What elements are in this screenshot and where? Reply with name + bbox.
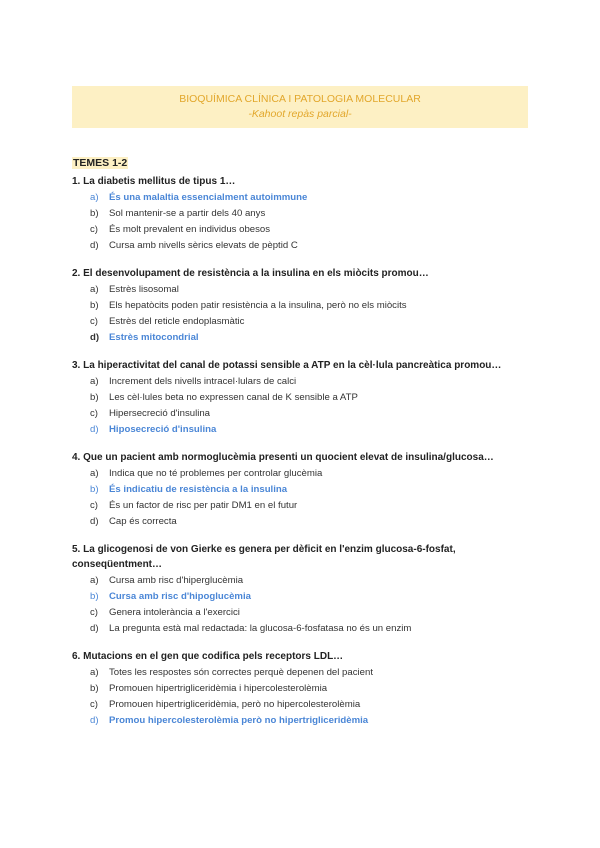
option-text: Hiposecreció d'insulina: [109, 424, 217, 435]
answer-options: [72, 573, 542, 637]
option-text: Hipersecreció d'insulina: [109, 408, 211, 419]
option-text: És un factor de risc per patir DM1 en el futur: [109, 500, 298, 511]
option-text: Increment dels nivells intracel·lulars de calci: [109, 376, 297, 387]
option-letter: b): [90, 392, 99, 403]
answer-options: [72, 665, 542, 729]
answer-option: [72, 498, 542, 514]
option-letter: d): [90, 240, 99, 251]
option-letter: d): [90, 715, 99, 726]
option-text: Sol mantenir-se a partir dels 40 anys: [109, 208, 266, 219]
question-3: [72, 358, 542, 438]
option-letter: b): [90, 484, 99, 495]
answer-option: [72, 206, 542, 222]
option-text: Cursa amb risc d'hipoglucèmia: [109, 591, 251, 602]
option-letter: a): [90, 192, 99, 203]
answer-option: [72, 314, 542, 330]
option-letter: b): [90, 683, 99, 694]
option-text: És una malaltia essencialment autoimmune: [109, 192, 308, 203]
option-text: Totes les respostes són correctes perquè depenen del pacient: [109, 667, 373, 678]
option-text: Estrès mitocondrial: [109, 332, 199, 343]
option-letter: c): [90, 607, 98, 618]
option-text: Cursa amb nivells sèrics elevats de pèptid C: [109, 240, 298, 251]
option-letter: a): [90, 468, 99, 479]
answer-option: [72, 238, 542, 254]
answer-option: [72, 605, 542, 621]
option-letter: d): [90, 424, 99, 435]
option-letter: b): [90, 300, 99, 311]
answer-option: [72, 681, 542, 697]
option-text: Estrès del reticle endoplasmàtic: [109, 316, 245, 327]
answer-option-correct: [72, 589, 542, 605]
answer-options: [72, 466, 542, 530]
question-text: 6. Mutacions en el gen que codifica pels receptors LDL…: [72, 651, 344, 662]
option-text: És molt prevalent en individus obesos: [109, 224, 271, 235]
option-text: Indica que no té problemes per controlar glucèmia: [109, 468, 323, 479]
question-text: 1. La diabetis mellitus de tipus 1…: [72, 176, 236, 187]
option-letter: a): [90, 376, 99, 387]
question-1: [72, 174, 542, 254]
answer-option: [72, 466, 542, 482]
answer-option: [72, 697, 542, 713]
option-text: Estrès lisosomal: [109, 284, 179, 295]
answer-option-correct: [72, 190, 542, 206]
option-letter: c): [90, 500, 98, 511]
answer-options: [72, 190, 542, 254]
option-text: Promou hipercolesterolèmia però no hipertrigliceridèmia: [109, 715, 369, 726]
answer-option: [72, 514, 542, 530]
option-letter: a): [90, 575, 99, 586]
question-text: 5. La glicogenosi de von Gierke es genera per dèficit en l'enzim glucosa-6-fosfat, conseqüentment…: [72, 544, 456, 570]
option-text: Cap és correcta: [109, 516, 177, 527]
answer-option-correct: [72, 482, 542, 498]
option-text: Els hepatòcits poden patir resistència a la insulina, però no els miòcits: [109, 300, 407, 311]
question-2: [72, 266, 542, 346]
question-4: [72, 450, 542, 530]
answer-options: [72, 282, 542, 346]
option-letter: c): [90, 699, 98, 710]
answer-option: [72, 665, 542, 681]
document-title: BIOQUÍMICA CLÍNICA I PATOLOGIA MOLECULAR: [179, 93, 421, 105]
option-letter: a): [90, 284, 99, 295]
answer-option: [72, 621, 542, 637]
answer-option-correct: [72, 422, 542, 438]
question-text: 3. La hiperactivitat del canal de potassi sensible a ATP en la cèl·lula pancreàtica promou…: [72, 360, 502, 371]
answer-option: [72, 282, 542, 298]
option-letter: a): [90, 667, 99, 678]
answer-option-correct: [72, 713, 542, 729]
answer-options: [72, 374, 542, 438]
section-title: TEMES 1-2: [73, 157, 128, 169]
answer-option: [72, 573, 542, 589]
option-text: És indicatiu de resistència a la insulina: [109, 484, 288, 495]
option-text: Cursa amb risc d'hiperglucèmia: [109, 575, 244, 586]
option-letter: d): [90, 623, 99, 634]
question-text: 4. Que un pacient amb normoglucèmia presenti un quocient elevat de insulina/glucosa…: [72, 452, 494, 463]
option-letter: d): [90, 332, 100, 343]
answer-option: [72, 390, 542, 406]
option-text: Les cèl·lules beta no expressen canal de K sensible a ATP: [109, 392, 358, 403]
answer-option: [72, 222, 542, 238]
answer-option: [72, 374, 542, 390]
answer-option: [72, 298, 542, 314]
answer-option: [72, 406, 542, 422]
question-list: [72, 174, 542, 741]
option-letter: c): [90, 408, 98, 419]
question-text: 2. El desenvolupament de resistència a la insulina en els miòcits promou…: [72, 268, 429, 279]
option-text: Promouen hipertrigliceridèmia i hipercolesterolèmia: [109, 683, 328, 694]
option-letter: c): [90, 316, 98, 327]
option-letter: d): [90, 516, 99, 527]
option-letter: c): [90, 224, 98, 235]
answer-option-correct: [72, 330, 542, 346]
option-text: La pregunta està mal redactada: la glucosa-6-fosfatasa no és un enzim: [109, 623, 412, 634]
option-text: Genera intolerància a l'exercici: [109, 607, 240, 618]
document-subtitle: -Kahoot repàs parcial-: [248, 108, 352, 120]
option-letter: b): [90, 591, 99, 602]
option-letter: b): [90, 208, 99, 219]
question-6: [72, 649, 542, 729]
document-header: [72, 86, 528, 128]
option-text: Promouen hipertrigliceridèmia, però no hipercolesterolèmia: [109, 699, 361, 710]
question-5: [72, 542, 542, 637]
